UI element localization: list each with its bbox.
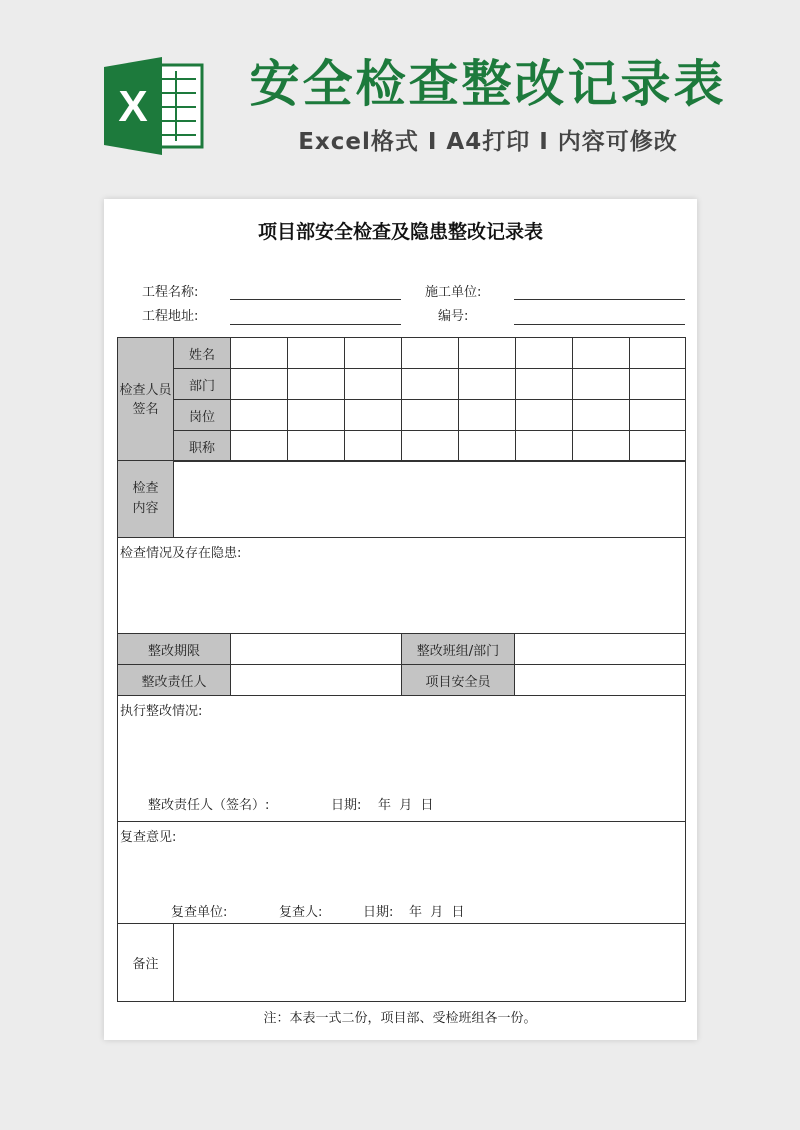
deadline-field[interactable] bbox=[231, 634, 402, 665]
project-name-field[interactable] bbox=[230, 299, 401, 300]
project-address-field[interactable] bbox=[230, 324, 401, 325]
reviewer-label: 复查人: bbox=[279, 905, 323, 920]
review-label: 复查意见: bbox=[120, 830, 177, 845]
table-row bbox=[118, 696, 686, 822]
cell[interactable] bbox=[630, 431, 686, 462]
cell[interactable] bbox=[345, 369, 402, 400]
serial-no-field[interactable] bbox=[514, 324, 685, 325]
cell[interactable] bbox=[630, 400, 686, 431]
document-title: 项目部安全检查及隐患整改记录表 bbox=[257, 221, 543, 243]
remarks-label: 备注 bbox=[118, 924, 174, 1002]
row-label-name: 姓名 bbox=[174, 338, 231, 369]
execution-label: 执行整改情况: bbox=[120, 704, 203, 719]
cell[interactable] bbox=[402, 400, 459, 431]
responsible-label: 整改责任人 bbox=[118, 665, 231, 696]
inspectors-group-label: 检查人员签名 bbox=[118, 338, 174, 462]
execution-field[interactable] bbox=[118, 696, 686, 822]
cell[interactable] bbox=[573, 400, 630, 431]
inspection-content-label: 检查内容 bbox=[118, 461, 174, 538]
cell[interactable] bbox=[288, 400, 345, 431]
construction-unit-field[interactable] bbox=[514, 299, 685, 300]
row-label-department: 部门 bbox=[174, 369, 231, 400]
execution-date-label: 日期: bbox=[331, 798, 362, 813]
remarks-field[interactable] bbox=[174, 924, 686, 1002]
inspection-content-field[interactable] bbox=[174, 461, 686, 538]
responsible-field[interactable] bbox=[231, 665, 402, 696]
safety-officer-field[interactable] bbox=[515, 665, 686, 696]
cell[interactable] bbox=[345, 338, 402, 369]
inspection-form bbox=[117, 460, 686, 1002]
excel-logo-icon bbox=[104, 57, 204, 155]
review-date-label: 日期: bbox=[363, 905, 394, 920]
cell[interactable] bbox=[231, 400, 288, 431]
execution-sign-label: 整改责任人（签名）: bbox=[148, 798, 270, 813]
team-dept-label: 整改班组/部门 bbox=[402, 634, 515, 665]
review-field[interactable] bbox=[118, 822, 686, 924]
table-row bbox=[118, 822, 686, 924]
table-row bbox=[118, 369, 686, 400]
deadline-label: 整改期限 bbox=[118, 634, 231, 665]
cell[interactable] bbox=[288, 431, 345, 462]
cell[interactable] bbox=[402, 431, 459, 462]
cell[interactable] bbox=[231, 338, 288, 369]
banner-subtitle: Excel格式 I A4打印 I 内容可修改 bbox=[298, 129, 678, 155]
hazards-label: 检查情况及存在隐患: bbox=[120, 546, 242, 561]
execution-ymd: 年 月 日 bbox=[378, 798, 434, 813]
cell[interactable] bbox=[345, 431, 402, 462]
table-row bbox=[118, 924, 686, 1002]
cell[interactable] bbox=[459, 369, 516, 400]
safety-officer-label: 项目安全员 bbox=[402, 665, 515, 696]
hazards-field[interactable] bbox=[118, 538, 686, 634]
cell[interactable] bbox=[459, 431, 516, 462]
review-ymd: 年 月 日 bbox=[409, 905, 465, 920]
inspectors-table bbox=[117, 337, 686, 462]
project-address-label: 工程地址: bbox=[142, 309, 199, 324]
table-row bbox=[118, 400, 686, 431]
review-unit-label: 复查单位: bbox=[171, 905, 228, 920]
table-row bbox=[118, 431, 686, 462]
cell[interactable] bbox=[402, 369, 459, 400]
cell[interactable] bbox=[231, 431, 288, 462]
cell[interactable] bbox=[516, 431, 573, 462]
cell[interactable] bbox=[459, 338, 516, 369]
serial-no-label: 编号: bbox=[438, 309, 469, 324]
footnote: 注：本表一式二份，项目部、受检班组各一份。 bbox=[263, 1011, 537, 1026]
table-row bbox=[118, 461, 686, 538]
cell[interactable] bbox=[345, 400, 402, 431]
cell[interactable] bbox=[516, 338, 573, 369]
cell[interactable] bbox=[402, 338, 459, 369]
cell[interactable] bbox=[288, 338, 345, 369]
table-row bbox=[118, 665, 686, 696]
cell[interactable] bbox=[288, 369, 345, 400]
table-row bbox=[118, 338, 686, 369]
table-row bbox=[118, 634, 686, 665]
row-label-position: 岗位 bbox=[174, 400, 231, 431]
row-label-title: 职称 bbox=[174, 431, 231, 462]
cell[interactable] bbox=[630, 369, 686, 400]
cell[interactable] bbox=[630, 338, 686, 369]
cell[interactable] bbox=[231, 369, 288, 400]
table-row bbox=[118, 538, 686, 634]
cell[interactable] bbox=[516, 369, 573, 400]
project-name-label: 工程名称: bbox=[142, 285, 199, 300]
cell[interactable] bbox=[573, 338, 630, 369]
team-dept-field[interactable] bbox=[515, 634, 686, 665]
cell[interactable] bbox=[459, 400, 516, 431]
cell[interactable] bbox=[573, 369, 630, 400]
construction-unit-label: 施工单位: bbox=[425, 285, 482, 300]
logo-letter: X bbox=[118, 82, 148, 131]
cell[interactable] bbox=[573, 431, 630, 462]
banner-title: 安全检查整改记录表 bbox=[249, 55, 727, 113]
cell[interactable] bbox=[516, 400, 573, 431]
